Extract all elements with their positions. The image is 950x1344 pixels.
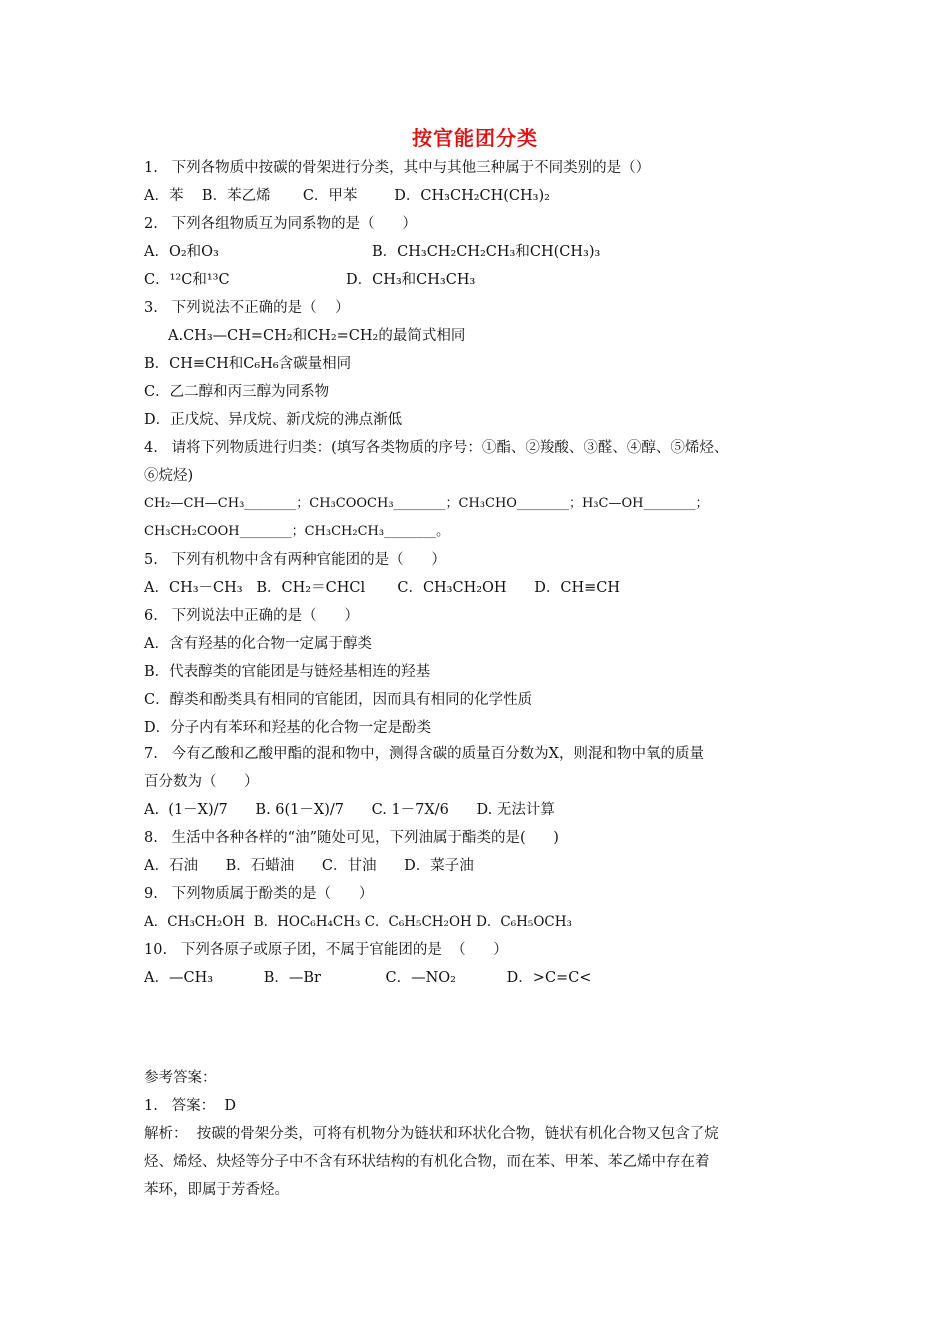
q8-stem: 8. 生活中各种各样的“油”随处可见，下列油属于酯类的是( ) bbox=[144, 830, 559, 846]
answers-heading: 参考答案： bbox=[144, 1070, 217, 1086]
q6-option-a: A．含有羟基的化合物一定属于醇类 bbox=[144, 636, 372, 652]
q2-option-a: A．O₂和O₃ bbox=[144, 244, 219, 260]
q7-stem-line2: 百分数为（ ） bbox=[144, 774, 259, 790]
q4-stem-line1: 4. 请将下列物质进行归类：(填写各类物质的序号：①酯、②羧酸、③醛、④醇、⑤烯烃、 bbox=[144, 440, 729, 456]
q4-row2: CH₃CH₂COOH________；CH₃CH₂CH₃________。 bbox=[144, 524, 450, 539]
q3-option-c: C．乙二醇和丙三醇为同系物 bbox=[144, 384, 330, 400]
q6-option-b: B．代表醇类的官能团是与链烃基相连的羟基 bbox=[144, 664, 431, 680]
q1-stem: 1. 下列各物质中按碳的骨架进行分类，其中与其他三种属于不同类别的是（） bbox=[144, 160, 651, 176]
q3-option-d: D．正戊烷、异戊烷、新戊烷的沸点渐低 bbox=[144, 412, 403, 428]
q4-row1: CH₂—CH—CH₃________；CH₃COOCH₃________；CH₃CHO________；H₃C—OH________； bbox=[144, 496, 709, 511]
q6-option-c: C．醇类和酚类具有相同的官能团，因而具有相同的化学性质 bbox=[144, 692, 533, 708]
q2-option-b: B．CH₃CH₂CH₂CH₃和CH(CH₃)₃ bbox=[372, 244, 601, 260]
q7-options: A. (1－X)/7 B. 6(1－X)/7 C. 1－7X/6 D. 无法计算 bbox=[144, 802, 555, 818]
q10-stem: 10. 下列各原子或原子团，不属于官能团的是 （ ） bbox=[144, 942, 508, 958]
q2-stem: 2. 下列各组物质互为同系物的是（ ） bbox=[144, 216, 417, 232]
q3-stem: 3. 下列说法不正确的是（ ） bbox=[144, 300, 350, 316]
q1-options: A．苯 B．苯乙烯 C．甲苯 D．CH₃CH₂CH(CH₃)₂ bbox=[144, 188, 550, 204]
q3-option-a: A.CH₃—CH=CH₂和CH₂=CH₂的最简式相同 bbox=[168, 328, 466, 344]
q10-options: A．—CH₃ B．—Br C．—NO₂ D．>C=C< bbox=[144, 970, 592, 986]
q8-options: A．石油 B．石蜡油 C．甘油 D．菜子油 bbox=[144, 858, 474, 874]
q9-stem: 9. 下列物质属于酚类的是（ ） bbox=[144, 886, 374, 902]
q6-option-d: D．分子内有苯环和羟基的化合物一定是酚类 bbox=[144, 720, 432, 736]
q7-stem-line1: 7. 今有乙酸和乙酸甲酯的混和物中，测得含碳的质量百分数为X，则混和物中氧的质量 bbox=[144, 746, 704, 762]
explanation-line3: 苯环，即属于芳香烃。 bbox=[144, 1182, 289, 1198]
explanation-line1: 解析： 按碳的骨架分类，可将有机物分为链状和环状化合物，链状有机化合物又包含了烷 bbox=[144, 1126, 719, 1142]
answer-1: 1. 答案： D bbox=[144, 1098, 237, 1114]
page-title: 按官能团分类 bbox=[412, 126, 538, 150]
q3-option-b: B．CH≡CH和C₆H₆含碳量相同 bbox=[144, 356, 352, 372]
q2-option-c: C．¹²C和¹³C bbox=[144, 272, 230, 288]
q4-stem-line2: ⑥烷烃) bbox=[144, 468, 194, 484]
q2-option-d: D．CH₃和CH₃CH₃ bbox=[346, 272, 476, 288]
explanation-line2: 烃、烯烃、炔烃等分子中不含有环状结构的有机化合物，而在苯、甲苯、苯乙烯中存在着 bbox=[144, 1154, 710, 1170]
q6-stem: 6. 下列说法中正确的是（ ） bbox=[144, 608, 359, 624]
q5-options: A．CH₃－CH₃ B．CH₂＝CHCl C．CH₃CH₂OH D．CH≡CH bbox=[144, 580, 620, 596]
q5-stem: 5. 下列有机物中含有两种官能团的是（ ） bbox=[144, 552, 446, 568]
q9-options: A．CH₃CH₂OH B．HOC₆H₄CH₃ C．C₆H₅CH₂OH D．C₆H₅OCH₃ bbox=[144, 914, 572, 930]
